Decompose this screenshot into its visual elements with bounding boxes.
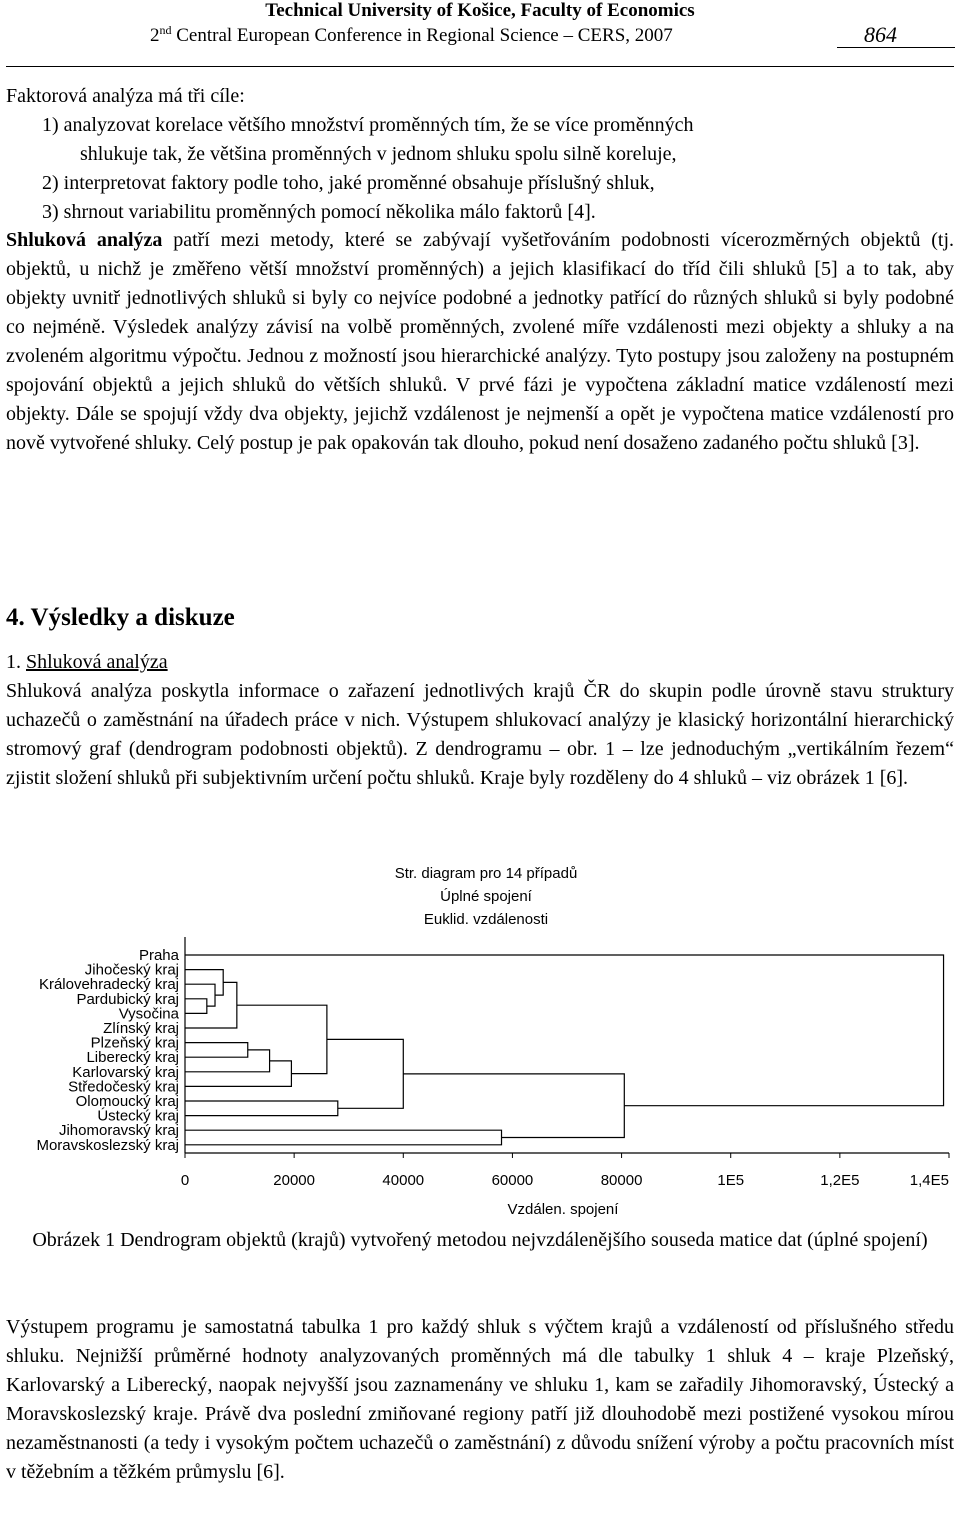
- x-axis-label: Vzdálen. spojení: [507, 1201, 619, 1218]
- cluster-analysis-term: Shluková analýza: [6, 229, 163, 251]
- dendrogram-link: [185, 970, 223, 996]
- intro-item-2: 2) interpretovat faktory podle toho, jaké proměnné obsahuje příslušný shluk,: [42, 172, 655, 194]
- conference-name: [150, 25, 673, 47]
- dendrogram-link: [327, 1039, 403, 1108]
- cluster-analysis-text: patří mezi metody, které se zabývají vyšetřováním podobnosti vícerozměrných objektů (tj. objektů, u nichž je změřeno větší množství proměnných) a jejich klasifikací do tříd čili shluků [5] a to tak, aby objekty uvnitř jednotlivých shluků si byly co nejvíce podobné a jednotky patřící do různých shluků si byly podobné co nejméně. Výsledek analýzy závisí na volbě proměnných, zvolené míře vzdálenosti mezi objekty a shluky a na zvoleném algoritmu výpočtu. Jednou z možností jsou hierarchické analýzy. Tyto postupy jsou založeny na postupném spojování objektů a jejich shluků do větších shluků. V prvé fázi je vypočtena základní matice vzdáleností mezi objekty. Dále se spojují vždy dva objekty, jejichž vzdálenost je nejmenší a opět je vypočtena matice vzdáleností pro nově vytvořené shluky. Celý postup je pak opakován tak dlouho, pokud není dosaženo zadaného počtu shluků [3].: [6, 229, 955, 454]
- conference-title: Central European Conference in Regional Science – CERS, 2007: [171, 25, 673, 46]
- page-number: 864: [864, 22, 897, 47]
- intro-item-1: 1) analyzovat korelace většího množství proměnných tím, že se více proměnných: [42, 114, 694, 136]
- x-tick-label: 60000: [491, 1172, 534, 1189]
- intro-item-1-cont: shlukuje tak, že většina proměnných v jednom shluku spolu silně koreluje,: [80, 143, 677, 165]
- chart-title-line-2: Úplné spojení: [440, 888, 532, 905]
- subsection-number: 1.: [6, 651, 26, 673]
- dendrogram-figure: [0, 855, 960, 1225]
- dendrogram-link: [185, 1101, 338, 1116]
- figure-caption: Obrázek 1 Dendrogram objektů (krajů) vytvořený metodou nejvzdálenějšího souseda matice dat (úplné spojení): [32, 1229, 928, 1251]
- dendrogram-link: [185, 984, 215, 1006]
- dendrogram-link: [185, 982, 237, 1028]
- leaf-label: Jihomoravský kraj: [58, 1122, 179, 1140]
- leaf-label: Liberecký kraj: [86, 1049, 179, 1067]
- leaf-label: Královehradecký kraj: [38, 976, 179, 994]
- leaf-label: Vysočina: [118, 1005, 179, 1023]
- dendrogram-link: [403, 1074, 624, 1138]
- leaf-label: Karlovarský kraj: [72, 1063, 179, 1081]
- dendrogram-link: [185, 999, 207, 1014]
- page-number-rule: [837, 47, 955, 48]
- dendrogram-link: [237, 1005, 327, 1073]
- x-tick-label: 1,4E5: [909, 1172, 949, 1189]
- conference-ordinal-suffix: nd: [159, 23, 172, 37]
- subsection-heading: [6, 648, 168, 677]
- x-tick-label: 0: [180, 1172, 190, 1189]
- leaf-label: Plzeňský kraj: [90, 1034, 179, 1052]
- x-tick-label: 80000: [600, 1172, 643, 1189]
- results-paragraph: Shluková analýza poskytla informace o zařazení jednotlivých krajů ČR do skupin podle úrovně stavu struktury uchazečů o zaměstnání na úřadech práce v nich. Výstupem shlukovací analýzy je klasický horizontální hierarchický stromový graf (dendrogram podobnosti objektů). Z dendrogramu – obr. 1 – lze jednoduchým „vertikálním řezem“ zjistit složení shluků při subjektivním určení počtu shluků. Kraje byly rozděleny do 4 shluků – viz obrázek 1 [6].: [6, 680, 954, 789]
- closing-paragraph: Výstupem programu je samostatná tabulka 1 pro každý shluk s výčtem krajů a vzdáleností od příslušného středu shluku. Nejnižší průměrné hodnoty analyzovaných proměnných má dle tabulky 1 shluk 4 – kraje Plzeňský, Karlovarský a Liberecký, naopak nejvyšší jsou zaznamenány ve shluku 1, kam se zařadily Jihomoravský, Ústecký a Moravskoslezský kraje. Právě dva poslední zmiňované regiony patří již dlouhodobě mezi postižené vysokou mírou nezaměstnanosti (a tedy i vysokým počtem uchazečů o zaměstnání) z důvodu snížení výroby a počtu pracovních míst v těžebním a těžkém průmyslu [6].: [6, 1316, 954, 1483]
- x-tick-label: 40000: [382, 1172, 425, 1189]
- x-tick-label: 20000: [273, 1172, 316, 1189]
- cluster-analysis-paragraph: [6, 226, 954, 458]
- dendrogram-link: [185, 1043, 248, 1058]
- dendrogram-chart: [0, 855, 960, 1225]
- leaf-label: Středočeský kraj: [68, 1078, 179, 1096]
- leaf-label: Olomoucký kraj: [75, 1093, 179, 1110]
- dendrogram-link: [185, 1050, 270, 1072]
- chart-title-line-1: Str. diagram pro 14 případů: [394, 865, 578, 882]
- subsection-title: Shluková analýza: [26, 651, 168, 673]
- x-axis-ticks: [181, 937, 949, 1189]
- dendrogram-links: [185, 955, 944, 1145]
- intro-item-3: 3) shrnout variabilitu proměnných pomocí několika málo faktorů [4].: [42, 201, 596, 223]
- leaf-labels: [36, 947, 179, 1154]
- dendrogram-link: [185, 955, 944, 1106]
- x-tick-label: 1,2E5: [820, 1172, 860, 1189]
- dendrogram-link: [185, 1130, 502, 1145]
- dendrogram-link: [185, 1061, 291, 1087]
- x-tick-label: 1E5: [717, 1172, 745, 1189]
- leaf-label: Jihočeský kraj: [84, 961, 179, 979]
- header-rule: [6, 66, 954, 67]
- conference-institution: Technical University of Košice, Faculty of Economics: [265, 0, 695, 21]
- leaf-label: Pardubický kraj: [76, 990, 179, 1008]
- leaf-label: Ústecký kraj: [97, 1107, 179, 1125]
- leaf-label: Moravskoslezský kraj: [36, 1136, 179, 1154]
- leaf-label: Zlínský kraj: [103, 1020, 179, 1037]
- intro-lead: Faktorová analýza má tři cíle:: [6, 85, 245, 107]
- section-heading: 4. Výsledky a diskuze: [6, 604, 235, 631]
- leaf-label: Praha: [138, 947, 179, 964]
- chart-title-line-3: Euklid. vzdálenosti: [423, 911, 549, 928]
- conference-ordinal: 2: [150, 25, 160, 46]
